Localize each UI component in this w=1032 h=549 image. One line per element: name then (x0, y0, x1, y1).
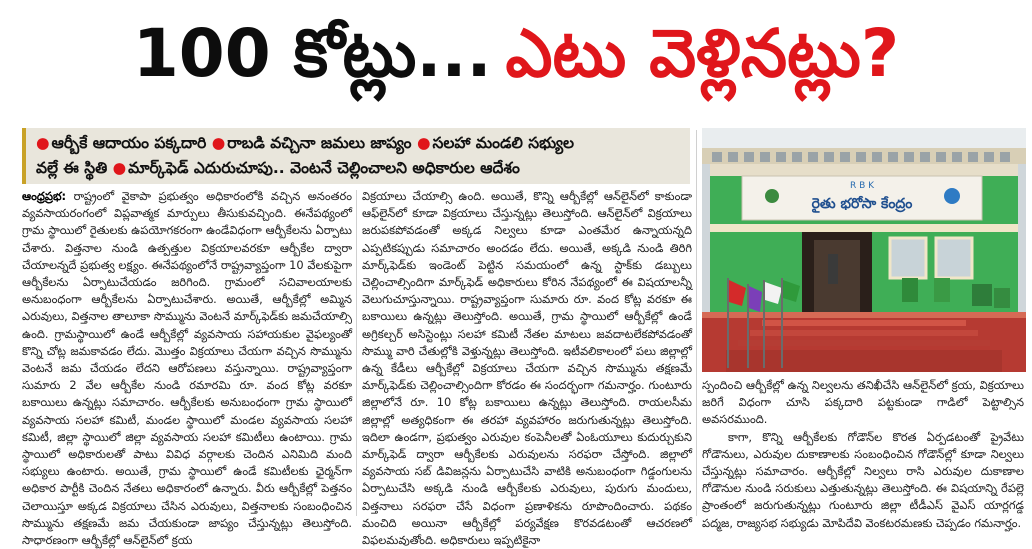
rbk-letters: R B K (849, 181, 875, 191)
article-text-1: రాష్ట్రంలో వైకాపా ప్రభుత్వం అధికారంలోకి వచ్చిన అనంతరం వ్యవసాయరంగంలో విప్లవాత్మక మార్పులు తీసుకువచ్చింది. ఈనేపథ్యంలో గ్రామ స్థాయిలో రైతులకు ఉపయోగకరంగా ఉండేవిధంగా ఆర్బీకేలను ఏర్పాటు చేశారు. విత్తనాల నుండి ఉత్పత్తుల విక్రయాలవరకూ ఆర్బీకేల ద్వారా చేయాలన్నదే ప్రభుత్వ లక్ష్యం. ఈనేపథ్యంలోనే రాష్ట్రవ్యాప్తంగా 10 వేలకుపైగా ఆర్బీకేలను ఏర్పాటుచేయడం జరిగింది. గ్రామంలో సచివాలయాలకు అనుబంధంగా ఆర్బీకేలను ఏర్పాటుచేశారు. అయితే, ఆర్బీకేల్లో అమ్మిన ఎరువులు, విత్తనాల తాలూకా సొమ్మును వెంటనే మార్క్‌ఫెడ్‌కు జమచేయాల్సి ఉంది. గ్రామస్థాయిలో ఉండే ఆర్బీకేల్లో వ్యవసాయ సహాయకుల వైఫల్యంతో కొన్ని చోట్ల జమకావడం లేదు. మొత్తం విక్రయాలు చేయగా వచ్చిన సొమ్మును వెంటనే జమ చేయడం లేదని ఆరోపణలు వస్తున్నాయి. రాష్ట్రవ్యాప్తంగా సుమారు 2 వేల ఆర్బీకేల నుండి రమారమి రూ. వంద కోట్ల వరకూ బకాయిలు ఉన్నట్లు సమాచారం. ఆర్బీకేలకు అనుబంధంగా గ్రామ స్థాయిలో వ్యవసాయ సలహా కమిటీ, మండల స్థాయిలో మండల వ్యవసాయ సలహా కమిటీ, జిల్లా స్థాయిలో జిల్లా వ్యవసాయ సలహా కమిటీలు ఉంటాయి. గ్రామ స్థాయిలో అధికారులతో పాటు వివిధ వర్గాలకు చెందిన ఎనిమిది మంది సభ్యులు ఉంటారు. అయితే, గ్రామ స్థాయిలో ఉండే కమిటీలకు ఛైర్మన్‌గా అధికార పార్టీకి చెందిన నేతలు అధికారంలో ఉన్నారు. వీరు ఆర్బీకేల్లో పెత్తనం చెలాయిస్తూ అక్కడ విక్రయాలు చేసిన ఎరువులు, విత్తనాలకు సంబంధించిన సొమ్మును తక్షణమే జమ చేయకుండా జాప్యం చేస్తున్నట్లు తెలుస్తోంది. సాధారణంగా ఆర్బీకేల్లో ఆన్‌లైన్‌లో క్రయ (22, 189, 352, 548)
article-paragraph-2: విక్రయాలు చేయాల్సి ఉంది. అయితే, కొన్ని ఆర్బీకేల్లో ఆన్‌లైన్‌లో కాకుండా ఆఫ్‌లైన్‌లో కూడా విక్రయాలు చేస్తున్నట్లు తెలుస్తోంది. ఆన్‌లైన్‌లో విక్రయాలు జరుపకపోవడంతో అక్కడ నిల్వలు కూడా ఎంతమేర ఉన్నాయన్నది ఎప్పటికప్పుడు సమాచారం అందడం లేదు. అయితే, అక్కడి నుండి తిరిగి మార్క్‌ఫెడ్‌కు ఇండెంట్ పెట్టిన సమయంలో ఉన్న స్టాక్‌కు డబ్బులు చెల్లించాల్సిందిగా మార్క్‌ఫెడ్ అధికారులు కోరిన నేపథ్యంలో ఈ విషయాలన్నీ వెలుగుచూస్తున్నాయి. రాష్ట్రవ్యాప్తంగా సుమారు రూ. వంద కోట్ల వరకూ ఈ బకాయిలు ఉన్నట్లు తెలుస్తోంది. అయితే, గ్రామ స్థాయిలో ఆర్బీకేల్లో ఉండే అగ్రికల్చర్ అసిస్టెంట్లు సలహా కమిటీ నేతల మాటలు జవదాటలేకపోవడంతో సొమ్ము వారి చేతుల్లోకి వెళ్తున్నట్లు తెలుస్తోంది. ఇటీవలికాలంలో పలు జిల్లాల్లో ఉన్న కేడీలు ఆర్బీకేల్లో విక్రయాలు చేయగా వచ్చిన సొమ్మును తక్షణమే మార్క్‌ఫెడ్‌కు చెల్లించాల్సిందిగా కోరడం ఈ సందర్భంగా గమనార్హం. గుంటూరు జిల్లాలోనే రూ. 10 కోట్ల బకాయిలు ఉన్నట్లు తెలుస్తోంది. రాయలసీమ జిల్లాల్లో అత్యధికంగా ఈ తరహా వ్యవహారం జరుగుతున్నట్లు తెలుస్తోంది. ఇదిలా ఉండగా, ప్రభుత్వం ఎరువుల కంపెనీలతో ఏంఓయూలు కుదుర్చుకుని మార్క్‌ఫెడ్ ద్వారా ఆర్బీకేలకు ఎరువులను సరఫరా చేస్తోంది. జిల్లాలో వ్యవసాయ సబ్ డివిజన్లను ఏర్పాటుచేసి వాటికి అనుబంధంగా గిడ్డంగులను ఏర్పాటుచేసి అక్కడి నుండి ఆర్బీకేలకు ఎరువులు, పురుగు మందులు, విత్తనాలు సరఫరా చేసే విధంగా ప్రణాళికను రూపొందించారు. పథకం మంచిది అయినా ఆర్బీకేల్లో పర్యవేక్షణ కొరవడటంతో ఆచరణలో విఫలమవుతోంది. అధికారులు ఇప్పటికైనా (362, 189, 692, 548)
deck-item-2: రాబడి వచ్చినా జమలు జాప్యం (227, 134, 412, 152)
article-column-3 (702, 377, 1024, 530)
article-paragraph-4: కాగా, కొన్ని ఆర్బీకేలకు గోడౌన్‌ల కొరత ఏర్పడటంతో ప్రైవేటు గోడౌనులు, ఎరువుల దుకాణాలకు సంబంధించిన గోడౌన్‌ల్లో కూడా నిల్వలు చేస్తున్నట్లు సమాచారం. ఆర్బీకేల్లో నిల్వలు రాసి ఎరువుల దుకాణాల గోడౌనుల నుండి సరుకులు ఎత్తుతున్నట్లు తెలుస్తోంది. ఈ విషయాన్ని రేపల్లె ప్రాంతంలో జరుగుతున్నట్లు గుంటూరు జిల్లా టీడీఎస్ వైఎస్ యార్లగడ్డ పద్మజ, రాజ్యసభ సభ్యుడు మోపిదేవి వెంకటరమణకు చెప్పడం గమనార్హం. (702, 429, 1024, 530)
deck-line-1 (36, 131, 680, 156)
headline (0, 0, 1032, 122)
headline-part-black: 100 కోట్లు... (132, 14, 492, 92)
deck-bullet-icon: ● (211, 134, 226, 152)
column-divider (696, 130, 697, 516)
article-paragraph-3: స్పందించి ఆర్బీకేల్లో ఉన్న నిల్వలను తనిఖీచేసి ఆన్‌లైన్‌లో క్రయ, విక్రయాలు జరిగే విధంగా చూసి పక్కదారి పట్టకుండా గాడిలో పెట్టాల్సిన అవసరముంది. (702, 378, 1024, 427)
deck-bullet-icon: ● (416, 134, 431, 152)
deck-line-2 (36, 156, 680, 181)
deck-bullet-icon: ● (112, 159, 127, 177)
deck-item-3-cont: వల్లే ఈ స్థితి (36, 159, 108, 177)
article-column-2 (362, 188, 692, 548)
article-paragraph-1 (22, 188, 352, 549)
headline-part-red: ఎటు వెళ్లినట్లు? (505, 14, 900, 92)
deck-item-1: ఆర్బీకే ఆదాయం పక్కదారి (51, 134, 207, 152)
article-column-1 (22, 188, 352, 548)
column-divider (356, 190, 357, 516)
deck-item-3: సలహా మండలి సభ్యుల (432, 134, 575, 152)
deck-bullet-icon: ● (36, 134, 50, 152)
dateline: ఆంధ్రప్రభ: (22, 189, 67, 203)
deck-box (22, 128, 690, 184)
sign-text: రైతు భరోసా కేంద్రం (811, 196, 913, 212)
rbk-building-photo (702, 128, 1026, 372)
deck-item-4: మార్క్‌ఫెడ్ ఎదురుచూపు.. వెంటనే చెల్లించాలని అధికారుల ఆదేశం (128, 159, 520, 177)
